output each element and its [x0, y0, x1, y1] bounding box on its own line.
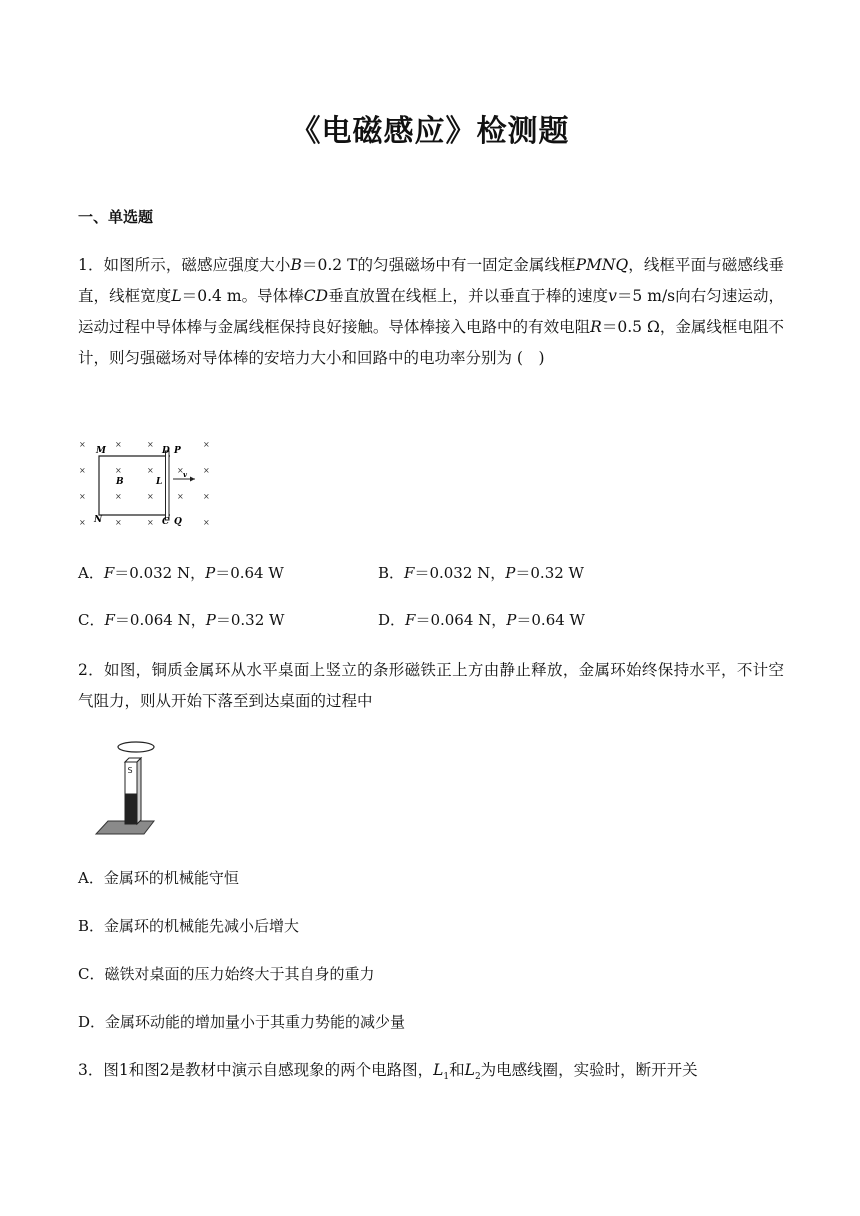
q2-option-b: B．金属环的机械能先减小后增大	[78, 917, 300, 935]
svg-text:P: P	[174, 446, 181, 456]
q2-option-c: C．磁铁对桌面的压力始终大于其自身的重力	[78, 965, 375, 983]
magnetic-field-frame-figure	[78, 436, 228, 531]
svg-text:S: S	[127, 766, 133, 775]
svg-text:×: ×	[115, 492, 122, 501]
question-3-text: 3．图1和图2是教材中演示自感现象的两个电路图，$L_1$和$L_2$为电感线圈，实验时，断开开关	[78, 1061, 698, 1083]
svg-text:×: ×	[115, 440, 122, 449]
svg-text:×: ×	[147, 492, 154, 501]
q1-option-d: D．F＝0.064 N，P＝0.64 W	[378, 611, 585, 629]
svg-text:×: ×	[147, 518, 154, 527]
svg-text:C: C	[162, 517, 170, 527]
q1-option-a: A．F＝0.032 N，P＝0.64 W	[78, 564, 284, 582]
svg-text:D: D	[162, 446, 170, 456]
svg-text:×: ×	[147, 466, 154, 475]
svg-text:×: ×	[203, 518, 210, 527]
svg-text:B: B	[116, 477, 124, 487]
svg-text:Q: Q	[174, 517, 182, 527]
q1-option-c: C．F＝0.064 N，P＝0.32 W	[78, 611, 285, 629]
q2-option-d: D．金属环动能的增加量小于其重力势能的减少量	[78, 1013, 406, 1031]
svg-text:×: ×	[203, 492, 210, 501]
svg-text:×: ×	[203, 440, 210, 449]
page-title: 《电磁感应》检测题	[290, 114, 570, 149]
magnet-lower	[125, 794, 137, 824]
question-2-text: 2．如图，铜质金属环从水平桌面上竖立的条形磁铁正上方由静止释放，金属环始终保持水平，不计空气阻力，则从开始下落至到达桌面的过程中	[78, 661, 784, 710]
q1-option-b: B．F＝0.032 N，P＝0.32 W	[378, 564, 584, 582]
section-heading: 一、单选题	[78, 208, 154, 226]
svg-text:×: ×	[115, 466, 122, 475]
svg-text:×: ×	[177, 492, 184, 501]
metal-ring	[118, 742, 154, 752]
svg-text:×: ×	[79, 440, 86, 449]
svg-text:N: N	[94, 515, 103, 525]
svg-text:×: ×	[115, 518, 122, 527]
svg-text:×: ×	[79, 518, 86, 527]
svg-text:×: ×	[203, 466, 210, 475]
magnet-ring-figure	[92, 736, 162, 836]
svg-text:×: ×	[177, 466, 184, 475]
svg-text:v: v	[183, 470, 188, 479]
svg-text:×: ×	[79, 492, 86, 501]
svg-text:×: ×	[147, 440, 154, 449]
q2-option-a: A．金属环的机械能守恒	[78, 869, 239, 887]
conductor-rod	[166, 451, 170, 520]
svg-text:×: ×	[79, 466, 86, 475]
svg-text:L: L	[156, 477, 163, 487]
question-1-text: 1．如图所示，磁感应强度大小B＝0.2 T的匀强磁场中有一固定金属线框PMNQ，线框平面与磁感线垂直，线框宽度L＝0.4 m。导体棒CD垂直放置在线框上，并以垂直于棒的速度v＝5 m/s向右匀速运动，运动过程中导体棒与金属线框保持良好接触。导体棒接入电路中的有效电阻R＝0.5 Ω，金属线框电阻不计，则匀强磁场对导体棒的安培力大小和回路中的电功率分别为 ( )	[78, 256, 784, 367]
svg-text:M: M	[96, 446, 106, 456]
